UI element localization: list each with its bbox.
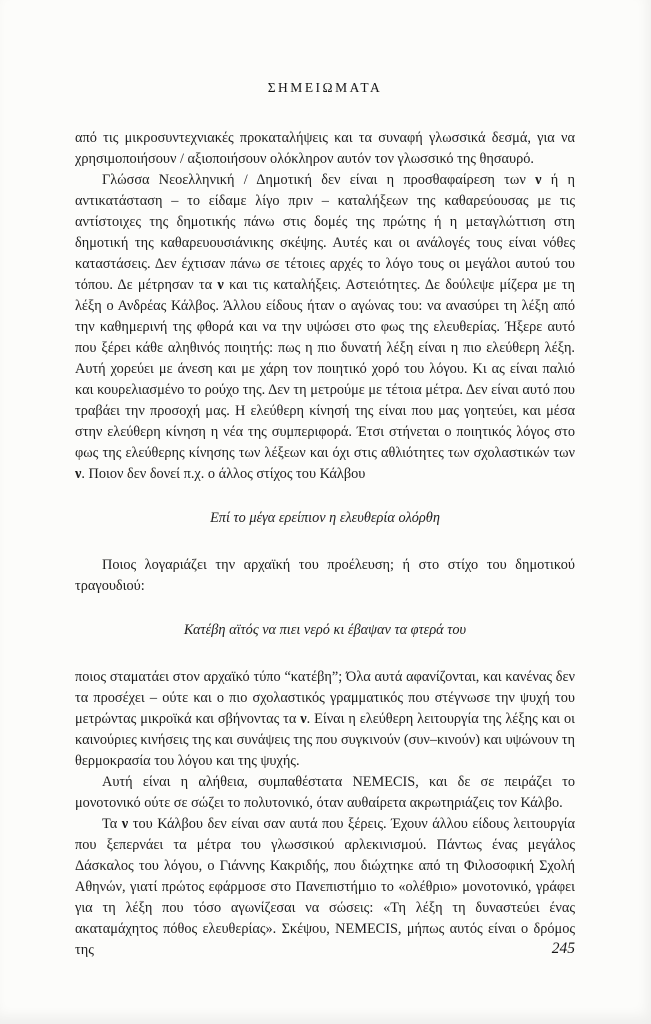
paragraph: Γλώσσα Νεοελληνική / Δημοτική δεν είναι η προσθαφαίρεση των ν ή η αντικατάσταση – το είδαμε λίγο πριν – καταλήξεων της καθαρεύουσας με τις αντίστοιχες της δημοτικής πάνω στις δομές της πρώτης ή η μεταγλώττιση στη δημοτική της καθαρευουσιάνικης σκέψης. Αυτές και οι ανάλογές τους είναι νόθες καταστάσεις. Δεν έχτισαν πάνω σε τέτοιες αρχές το λόγο τους οι μεγάλοι αυτού του τόπου. Δε μέτρησαν τα ν και τις καταλήξεις. Αστειότητες. Δε δούλεψε μίζερα με τη λέξη ο Ανδρέας Κάλβος. Άλλου είδους ήταν ο αγώνας του: να ανασύρει τη λέξη από την καθημερινή της φθορά και να την υψώσει στο φως της ελευθερίας. Ήξερε αυτό που ξέρει κάθε αληθινός ποιητής: πως η πιο δυνατή λέξη είναι η πιο ελεύθερη λέξη. Αυτή χορεύει με άνεση και με χάρη τον ποιητικό χορό του λόγου. Κι ας είναι παλιό και κουρελιασμένο το ρούχο της. Δεν τη μετρούμε με τέτοια μέτρα. Δεν είναι αυτό που τραβάει την προσοχή μας. Η ελεύθερη κίνησή της είναι που μας γοητεύει, και μέσα στην ελεύθερη κίνηση η νέα της συμπεριφορά. Έτσι στήνεται ο ποιητικός λόγος στο φως της ελεύθερης κίνησης των λέξεων και όχι στις αθλιότητες των σχολαστικών των ν. Ποιον δεν δονεί π.χ. ο άλλος στίχος του Κάλβου — [75, 172, 576, 482]
page-header: ΣΗΜΕΙΩΜΑΤΑ — [267, 80, 383, 95]
paragraph: Τα ν του Κάλβου δεν είναι σαν αυτά που ξέρεις. Έχουν άλλου είδους λειτουργία που ξεπερνάει τα μέτρα του γλωσσικού αρλεκινισμού. Πάντως ένας μεγάλος Δάσκαλος του λόγου, ο Γιάννης Κακριδής, που διώχτηκε από τη Φιλοσοφική Σχολή Αθηνών, γιατί πρώτος εφάρμοσε στο Πανεπιστήμιο το «ολέθριο» μονοτονικό, γράφει για τη λέξη που τόσο αγωνίζεσαι να σώσεις: «Τη λέξη τη δυναστεύει ένας ακαταμάχητος πόθος ελευθερίας». Σκέψου, NEMECIS, μήπως αυτός είναι ο δρόμος της — [75, 816, 575, 958]
paragraph: ποιος σταματάει στον αρχαϊκό τύπο “κατέβη”; Όλα αυτά αφανίζονται, και κανένας δεν τα προσέχει – ούτε και ο πιο σχολαστικός γραμματικός που στέγνωσε την ψυχή του μετρώντας μικροϊκά και σβήνοντας τα ν. Είναι η ελεύθερη λειτουργία της λέξης και οι καινούριες κινήσεις της και συνάψεις της που συγκινούν (συν–κινούν) και υψώνουν τη θερμοκρασία του λόγου και της ψυχής. — [75, 669, 575, 769]
paragraph: Αυτή είναι η αλήθεια, συμπαθέστατα NEMECIS, και δε σε πειράζει το μονοτονικό ούτε σε σώζει το πολυτονικό, όταν αυθαίρετα ακρωτηριάζεις τον Κάλβο. — [75, 774, 575, 811]
quote-line: Επί το μέγα ερείπιον η ελευθερία ολόρθη — [210, 510, 440, 526]
quote-line: Κατέβη αϊτός να πιει νερό κι έβαψαν τα φτερά του — [183, 622, 467, 638]
paragraph: από τις μικροσυντεχνιακές προκαταλήψεις και τα συναφή γλωσσικά δεσμά, για να χρησιμοποιήσουν / αξιοποιήσουν ολόκληρον αυτόν τον γλωσσικό της θησαυρό. — [75, 130, 575, 167]
paragraph: Ποιος λογαριάζει την αρχαϊκή του προέλευση; ή στο στίχο του δημοτικού τραγουδιού: — [75, 557, 575, 594]
page-number: 245 — [551, 940, 575, 957]
page-body — [75, 128, 575, 961]
